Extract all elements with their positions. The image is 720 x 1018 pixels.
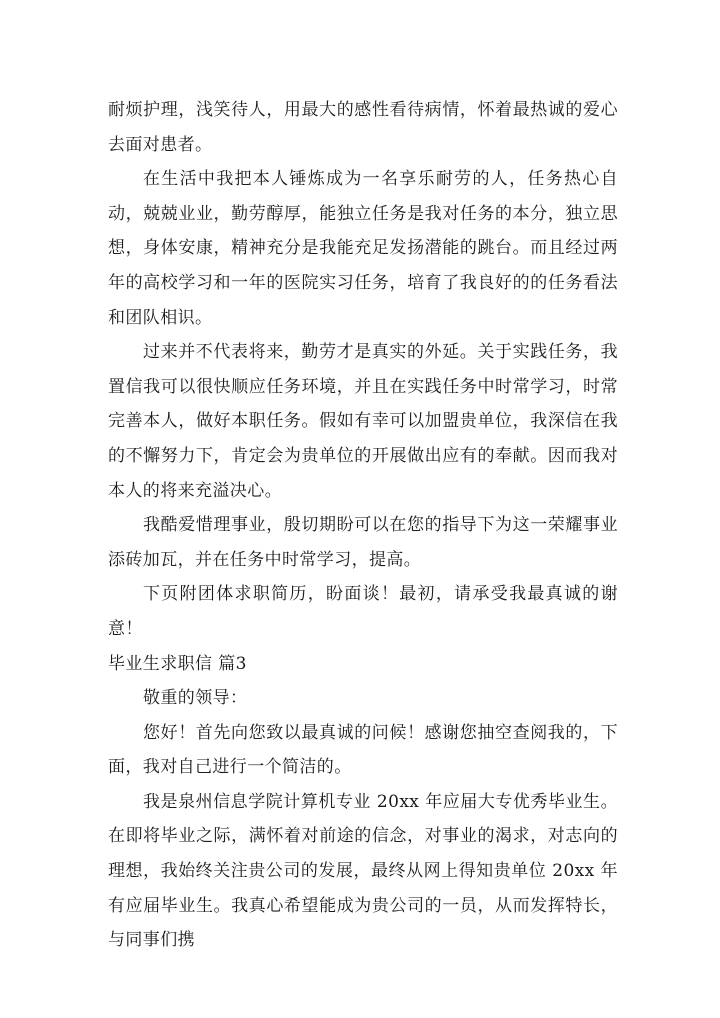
paragraph-1: 耐烦护理，浅笑待人，用最大的感性看待病情，怀着最热诚的爱心去面对患者。: [108, 100, 618, 155]
paragraph-4: 我酷爱惜理事业，殷切期盼可以在您的指导下为这一荣耀事业添砖加瓦，并在任务中时常学习，提高。: [108, 515, 618, 570]
section-title: 毕业生求职信 篇3: [108, 653, 247, 674]
document-page: [108, 93, 618, 958]
paragraph-5: 下页附团体求职简历，盼面谈！最初，请承受我最真诚的谢意！: [108, 584, 618, 639]
paragraph-6: 您好！首先向您致以最真诚的问候！感谢您抽空查阅我的，下面，我对自己进行一个简洁的。: [108, 722, 618, 778]
paragraph-7: 我是泉州信息学院计算机专业 20xx 年应届大专优秀毕业生。在即将毕业之际，满怀着对前途的信念，对事业的渴求，对志向的理想，我始终关注贵公司的发展，最终从网上得知贵单位 20xx 年有应届毕业生。我真心希望能成为贵公司的一员，从而发挥特长，与同事们携: [108, 791, 618, 951]
paragraph-3: 过来并不代表将来，勤劳才是真实的外延。关于实践任务，我置信我可以很快顺应任务环境，并且在实践任务中时常学习，时常完善本人，做好本职任务。假如有幸可以加盟贵单位，我深信在我的不懈努力下，肯定会为贵单位的开展做出应有的奉献。因而我对本人的将来充溢决心。: [108, 342, 618, 501]
paragraph-2: 在生活中我把本人锤炼成为一名享乐耐劳的人，任务热心自动，兢兢业业，勤劳醇厚，能独立任务是我对任务的本分，独立思想，身体安康，精神充分是我能充足发扬潜能的跳台。而且经过两年的高校学习和一年的医院实习任务，培育了我良好的的任务看法和团队相识。: [108, 169, 618, 328]
salutation: 敬重的领导：: [143, 688, 248, 709]
